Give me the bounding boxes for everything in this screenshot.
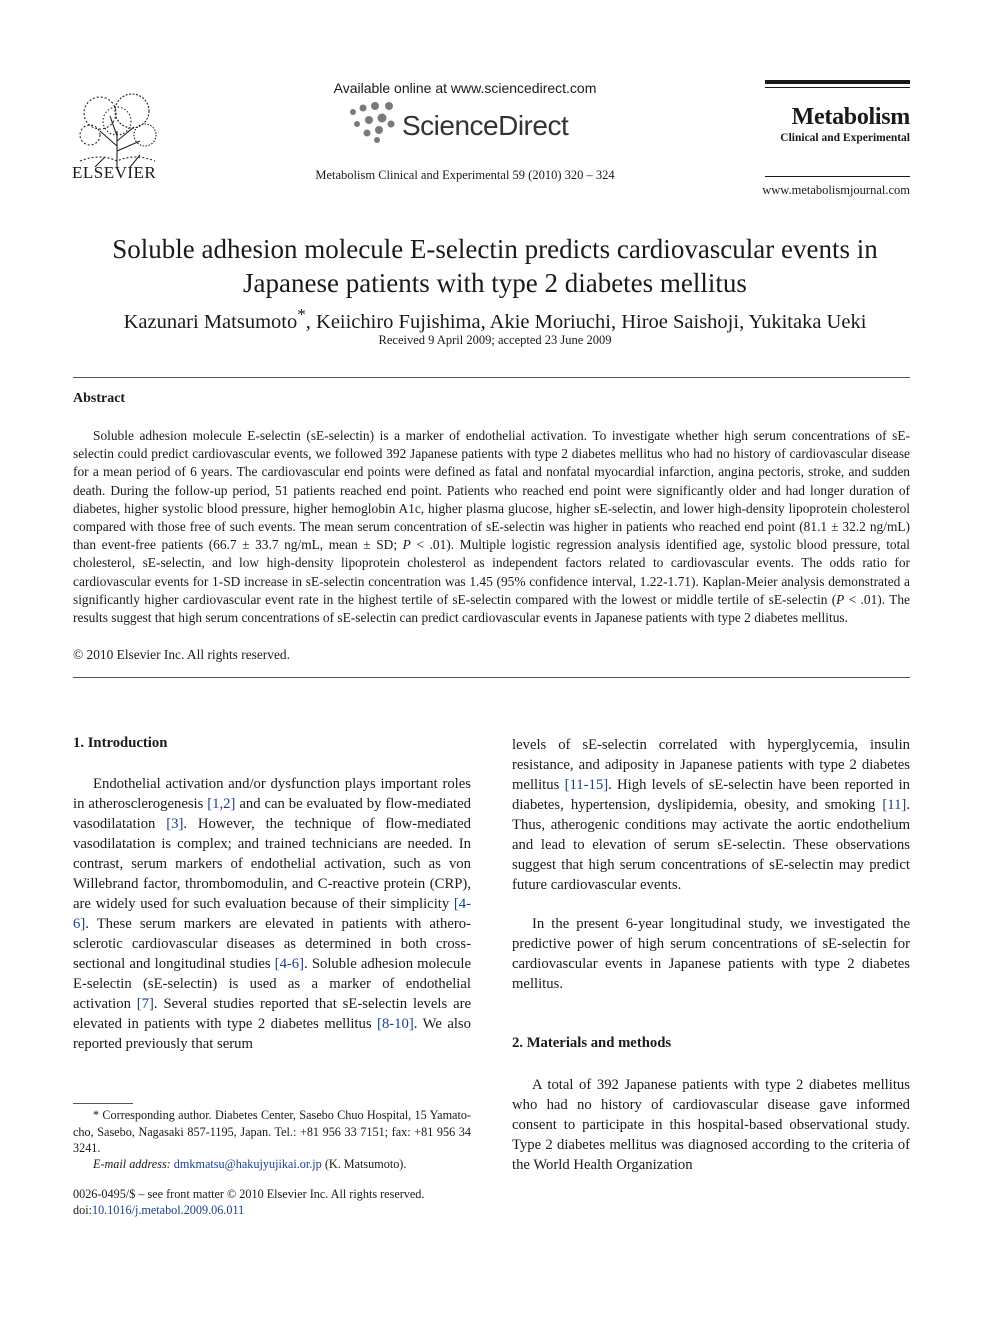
- journal-subtitle: Clinical and Experimental: [780, 132, 910, 144]
- section-heading-methods: 2. Materials and methods: [512, 1035, 672, 1051]
- intro-text: and can be evaluated by flow-mediated vasodilatation: [73, 796, 471, 832]
- issn-line: 0026-0495/$ – see front matter © 2010 Elsevier Inc. All rights reserved.: [73, 1187, 425, 1201]
- available-online-text: Available online at www.sciencedirect.com: [333, 80, 597, 96]
- methods-paragraph: A total of 392 Japanese patients with type 2 diabetes mellitus who had no history of cardiovascular disease gave informed consent to participate in this hospital-based observational study. Type 2 diabetes mellitus was diagnosed according to the criteria of the World Health Organization: [512, 1077, 910, 1173]
- footnote-rule: [73, 1103, 133, 1104]
- authors-rest: , Keiichiro Fujishima, Akie Moriuchi, Hiroe Saishoji, Yukitaka Ueki: [305, 310, 867, 333]
- journal-citation: Metabolism Clinical and Experimental 59 (2010) 320 – 324: [315, 168, 615, 182]
- email-suffix: (K. Matsumoto).: [321, 1157, 407, 1171]
- reference-link[interactable]: [3]: [166, 816, 184, 832]
- intro-text: . High levels of sE-selectin have been reported in diabetes, hypertension, dyslipidemia, obesity, and smoking: [512, 777, 910, 813]
- abstract-top-rule: [73, 377, 910, 378]
- doi-link[interactable]: 10.1016/j.metabol.2009.06.011: [91, 1203, 245, 1217]
- abstract-heading: Abstract: [73, 391, 126, 406]
- reference-link[interactable]: [4-6]: [274, 956, 305, 972]
- abstract-text-a: Soluble adhesion molecule E-selectin (sE-selectin) is a marker of endothelial activation. To investigate whether high serum concentrations of sE-selectin could predict cardiovascular events, we followed 392 Japanese patients with type 2 diabetes mellitus who had no history of cardiovascular disease for a mean period of 6 years. The cardiovascular end points were defined as fatal and nonfatal myocardial infarction, angina pectoris, stroke, and sudden death. During the follow-up period, 51 patients reached end point. Patients who reached end point were significantly older and had longer duration of diabetes, higher systolic blood pressure, higher hemoglobin A1c, higher plasma glucose, higher sE-selectin, and lower high-density lipoprotein cholesterol compared with those free of such events. The mean serum concentration of sE-selectin was higher in patients who reached end point (81.1 ± 32.2 ng/mL) than event-free patients (66.7 ± 33.7 ng/mL, mean ± SD;: [73, 428, 910, 553]
- abstract-p-symbol-1: P: [402, 537, 411, 553]
- intro-text: . Thus, atherogenic conditions may activate the aortic endothelium and lead to elevation of serum sE-selectin. These observations suggest that high serum concentrations of sE-selectin may predict future cardiovascular events.: [512, 797, 910, 893]
- corresponding-author-star[interactable]: *: [297, 305, 306, 324]
- journal-name: Metabolism: [791, 104, 910, 130]
- abstract-text-c: < .01). The results suggest that high serum concentrations of sE-selectin can predict cardiovascular events in Japanese patients with type 2 diabetes mellitus.: [73, 591, 911, 626]
- abstract-body: [73, 427, 910, 627]
- abstract-bottom-rule: [73, 677, 910, 678]
- email-line: [73, 1157, 471, 1172]
- intro-text: Endothelial activation and/or dysfunction plays important roles in atherosclerogenesis: [73, 776, 471, 812]
- reference-link[interactable]: [8-10]: [377, 1016, 414, 1032]
- doi-label: doi:: [73, 1203, 92, 1217]
- article-title: [60, 232, 930, 300]
- email-label: E-mail address:: [93, 1157, 171, 1171]
- doi-line: [73, 1203, 493, 1218]
- abstract-text-b: < .01). Multiple logistic regression analysis identified age, systolic blood pressure, total cholesterol, sE-selectin, and low high-density lipoprotein cholesterol as independent factors related to cardiovascular events. The odds ratio for cardiovascular events for 1-SD increase in sE-selectin concentration was 1.45 (95% confidence interval, 1.22-1.71). Kaplan-Meier analysis demonstrated a significantly higher cardiovascular event rate in the highest tertile of sE-selectin compared with the lowest or middle tertile of sE-selectin (: [73, 537, 911, 607]
- title-line-1: Soluble adhesion molecule E-selectin predicts cardiovascular events in: [112, 234, 878, 264]
- reference-link[interactable]: [7]: [136, 996, 154, 1012]
- intro-text: . Several studies reported that sE-selectin levels are elevated in patients with type 2 diabetes mellitus: [73, 996, 472, 1032]
- title-line-2: Japanese patients with type 2 diabetes mellitus: [243, 268, 747, 298]
- reference-link[interactable]: [1,2]: [207, 796, 236, 812]
- intro-text: . These serum markers are elevated in patients with athero-sclerotic cardiovascular diseases as determined in both cross-sectional and longitudinal studies: [73, 916, 471, 972]
- abstract-copyright: © 2010 Elsevier Inc. All rights reserved.: [73, 647, 290, 662]
- reference-link[interactable]: [11-15]: [564, 777, 609, 793]
- intro-text: . However, the technique of flow-mediated vasodilatation is complex; and trained technicians are needed. In contrast, serum markers of endothelial activation, such as von Willebrand factor, thrombomodulin, and C-reactive protein (CRP), are widely used for such evaluation because of their simplicity: [73, 816, 471, 912]
- intro-paragraph: [73, 774, 471, 1054]
- reference-link[interactable]: [4-6]: [73, 896, 471, 932]
- intro-text: . Soluble adhesion molecule E-selectin (sE-selectin) is used as a marker of endothelial activation: [73, 956, 471, 1012]
- intro-text: levels of sE-selectin correlated with hyperglycemia, insulin resistance, and adiposity in Japanese patients with type 2 diabetes mellitus: [512, 737, 910, 793]
- received-dates: Received 9 April 2009; accepted 23 June 2009: [378, 333, 612, 347]
- journal-rule-bottom: [765, 176, 910, 177]
- journal-url-link[interactable]: www.metabolismjournal.com: [762, 183, 910, 197]
- intro-paragraph-2: In the present 6-year longitudinal study, we investigated the predictive power of high serum concentrations of sE-selectin for cardiovascular events in Japanese patients with type 2 diabetes mellitus.: [512, 916, 910, 992]
- author-corresponding[interactable]: Kazunari Matsumoto: [123, 310, 298, 333]
- section-heading-introduction: 1. Introduction: [73, 735, 168, 751]
- email-link[interactable]: dmkmatsu@hakujyujikai.or.jp: [173, 1157, 322, 1171]
- intro-paragraph-continued: [512, 735, 910, 895]
- journal-rule-top: [765, 80, 910, 84]
- reference-link[interactable]: [11]: [882, 797, 907, 813]
- publisher-name: ELSEVIER: [72, 163, 157, 182]
- sciencedirect-wordmark: ScienceDirect: [402, 110, 569, 141]
- journal-rule-thin: [765, 87, 910, 88]
- author-list: [60, 305, 930, 334]
- abstract-p-symbol-2: P: [836, 591, 845, 607]
- intro-text: . We also reported previously that serum: [73, 1016, 471, 1052]
- corresponding-author-footnote: * Corresponding author. Diabetes Center, Sasebo Chuo Hospital, 15 Yamato-cho, Sasebo, Nagasaki 857-1195, Japan. Tel.: +81 956 33 7151; fax: +81 956 34 3241.: [73, 1108, 471, 1155]
